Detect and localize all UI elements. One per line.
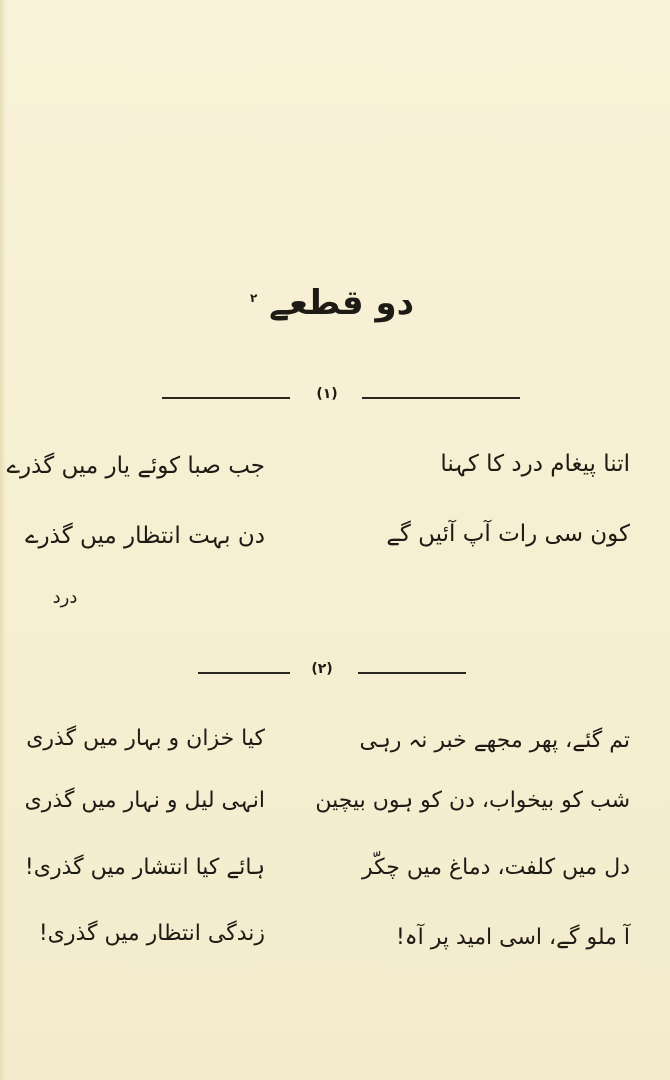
page-title xyxy=(0,282,670,323)
section-2-left-line-1: کیا خزان و بہار میں گذری xyxy=(26,726,265,751)
section-2-left-line-2: انہی لیل و نہار میں گذری xyxy=(24,788,265,813)
section-2-left-line-3: ہائے کیا انتشار میں گذری! xyxy=(24,855,265,880)
section-2-right-line-4: آ ملو گے، اسی امید پر آہ! xyxy=(395,925,630,950)
section-2-right-line-3: دل میں کلفت، دماغ میں چکّر xyxy=(362,855,630,880)
section-1-divider xyxy=(0,386,670,410)
section-1-right-line-2: کون سی رات آپ آئیں گے xyxy=(386,521,630,547)
section-2-number: (۲) xyxy=(311,661,333,677)
divider-line-right xyxy=(362,397,520,399)
title-text: دو قطعے xyxy=(269,283,415,323)
section-1-left-line-2: دن بہت انتظار میں گذرے xyxy=(25,523,265,549)
section-2-right-line-1: تم گئے، پھر مجھے خبر نہ رہی xyxy=(359,728,630,753)
divider-line-left xyxy=(198,672,290,674)
section-1-right-line-1: اتنا پیغام درد کا کہنا xyxy=(440,451,630,477)
title-superscript: ۲ xyxy=(249,290,258,305)
divider-line-left xyxy=(162,397,290,399)
section-2-right-line-2: شب کو بیخواب، دن کو ہوں بیچین xyxy=(315,788,630,813)
section-1-left-line-1: جب صبا کوئے یار میں گذرے xyxy=(6,453,265,479)
page-edge-shadow xyxy=(0,0,6,1080)
section-2-left-line-4: زندگی انتظار میں گذری! xyxy=(38,921,265,946)
section-1-number: (۱) xyxy=(316,386,338,402)
poet-signature: درد xyxy=(52,587,78,608)
divider-line-right xyxy=(358,672,466,674)
section-2-divider xyxy=(0,661,670,685)
